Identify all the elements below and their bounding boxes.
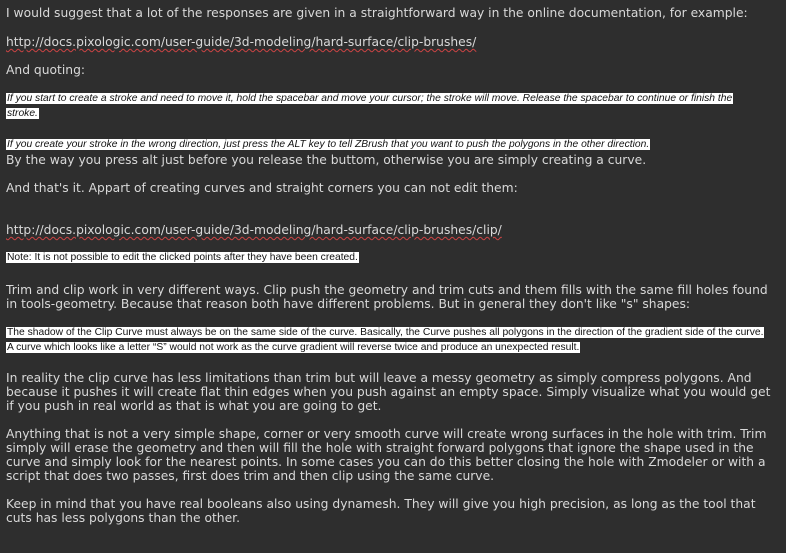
reality-text: In reality the clip curve has less limitations than trim but will leave a messy geometry as simply compress polygons. And because it pushes it will create flat thin edges when you push against an empty space. Simply visualize what you would get if you push in real world as that is what you are going to get. (6, 371, 771, 413)
quote-spacebar (6, 91, 766, 121)
quote-alt-key (6, 137, 782, 152)
booleans-text: Keep in mind that you have real booleans also using dynamesh. They will give you high precision, as long as the tool that cuts has less polygons than the other. (6, 497, 756, 525)
note-quote (6, 250, 359, 265)
thats-it-text: And that's it. Appart of creating curves and straight corners you can not edit them: (6, 181, 518, 195)
quote-clip-curve (6, 325, 764, 355)
doc-link-clip[interactable]: http://docs.pixologic.com/user-guide/3d-modeling/hard-surface/clip-brushes/clip/ (6, 223, 502, 237)
trim-clip-text: Trim and clip work in very different ways. Clip push the geometry and trim cuts and them fills with the same fill holes found in tools-geometry. Because that reason both have different problems. But in general they don't like "s" shapes: (6, 283, 768, 311)
anything-text: Anything that is not a very simple shape, corner or very smooth curve will create wrong surfaces in the hole with trim. Trim simply will erase the geometry and then will fill the hole with straight forward polygons that ignore the shape used in the curve and simply look for the nearest points. In some cases you can do this better closing the hole with Zmodeler or with a script that does two passes, first does trim and then clip using the same curve. (6, 427, 767, 483)
intro-text: I would suggest that a lot of the responses are given in a straightforward way in the online documentation, for example: (6, 6, 748, 20)
doc-link-clip-brushes[interactable]: http://docs.pixologic.com/user-guide/3d-modeling/hard-surface/clip-brushes/ (6, 35, 477, 49)
note-quote-text: Note: It is not possible to edit the clicked points after they have been created. (7, 252, 358, 263)
quote-alt-key-text: If you create your stroke in the wrong direction, just press the ALT key to tell ZBrush that you want to push the polygons in the other direction. (7, 139, 650, 150)
quote-clip-curve-text: The shadow of the Clip Curve must always be on the same side of the curve. Basically, the Curve pushes all polygons in the direction of the gradient side of the curve. A curve which looks like a letter “S” would not work as the curve gradient will reverse twice and produce an unexpected result. (7, 327, 764, 353)
quote-spacebar-text: If you start to create a stroke and need to move it, hold the spacebar and move your cursor; the stroke will move. Release the spacebar to continue or finish the stroke. (7, 93, 733, 119)
alt-note-text: By the way you press alt just before you release the buttom, otherwise you are simply creating a curve. (6, 153, 647, 167)
and-quoting-text: And quoting: (6, 63, 86, 77)
